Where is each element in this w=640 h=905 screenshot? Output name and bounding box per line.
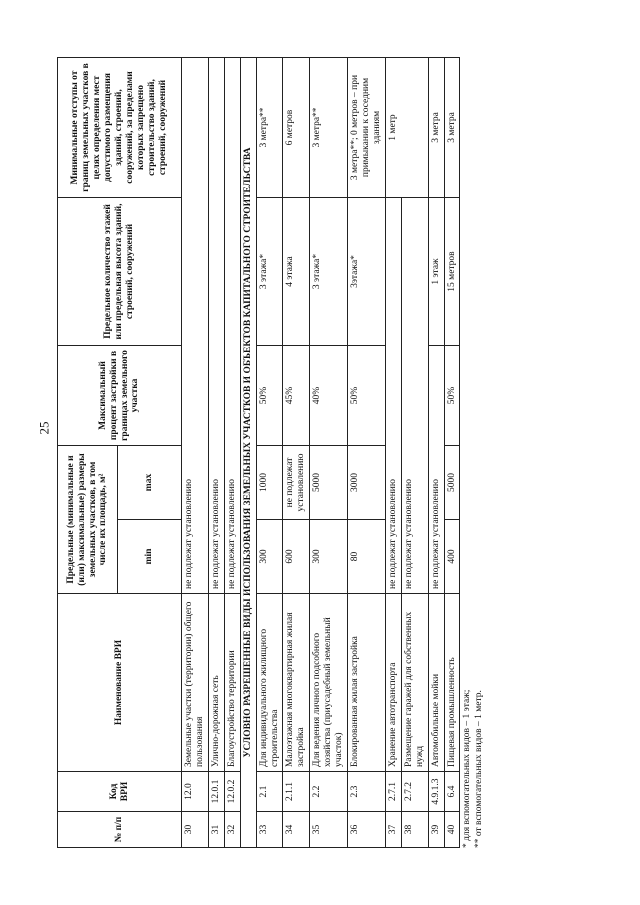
row-merged-value: не подлежат установлению xyxy=(428,346,444,594)
footnote: * для вспомогательных видов – 1 этаж; xyxy=(462,689,473,848)
row-code: 4.9.1.3 xyxy=(428,772,444,812)
row-setback: 3 метра** xyxy=(310,58,348,198)
row-code: 2.1 xyxy=(256,772,283,812)
table-row xyxy=(385,58,401,848)
row-name: Земельные участки (территории) общего пользования xyxy=(182,594,209,772)
header-floors: Предельное количество этажей или предельная высота зданий, строений, сооружений xyxy=(58,198,182,346)
row-name: Благоустройство территории xyxy=(224,594,240,772)
row-code: 6.4 xyxy=(444,772,460,812)
header-max: max xyxy=(118,446,182,520)
table-row xyxy=(208,58,224,848)
row-code: 12.0.2 xyxy=(224,772,240,812)
table-row xyxy=(310,58,348,848)
row-name: Малоэтажная многоквартирная жилая застройка xyxy=(283,594,310,772)
row-code: 12.0 xyxy=(182,772,209,812)
row-code: 2.2 xyxy=(310,772,348,812)
row-floors: 3этажа* xyxy=(348,198,386,346)
section-row xyxy=(240,58,256,848)
row-name: Размещение гаражей для собственных нужд xyxy=(401,594,428,772)
row-code: 2.7.1 xyxy=(385,772,401,812)
row-name: Улично-дорожная сеть xyxy=(208,594,224,772)
row-merged-value: не подлежат установлению xyxy=(208,58,224,594)
header-code: Код ВРИ xyxy=(58,772,182,812)
row-num: 40 xyxy=(444,812,460,848)
row-percent: 50% xyxy=(444,346,460,446)
header-num: № п/п xyxy=(58,812,182,848)
row-min: 300 xyxy=(310,520,348,594)
row-num: 34 xyxy=(283,812,310,848)
row-merged-value: не подлежат установлению xyxy=(401,198,428,594)
row-merged-value: не подлежат установлению xyxy=(385,198,401,594)
row-min: 300 xyxy=(256,520,283,594)
row-setback: 3 метра xyxy=(444,58,460,198)
zoning-table xyxy=(57,57,460,848)
row-max: 5000 xyxy=(444,446,460,520)
table-row xyxy=(224,58,240,848)
header-name: Наименование ВРИ xyxy=(58,594,182,772)
row-min: 80 xyxy=(348,520,386,594)
row-setback: 3 метра xyxy=(428,58,444,198)
footnote: ** от вспомогательных видов – 1 метр. xyxy=(473,690,484,848)
row-code: 2.3 xyxy=(348,772,386,812)
row-name: Блокированная жилая застройка xyxy=(348,594,386,772)
row-name: Для ведения личного подсобного хозяйства (приусадебный земельный участок) xyxy=(310,594,348,772)
row-max: 1000 xyxy=(256,446,283,520)
row-floors: 3 этажа* xyxy=(256,198,283,346)
table-row xyxy=(182,58,209,848)
row-max: 5000 xyxy=(310,446,348,520)
row-code: 2.7.2 xyxy=(401,772,428,812)
row-code: 2.1.1 xyxy=(283,772,310,812)
header-setbacks: Минимальные отступы от границ земельных участков в целях определения мест допустимого размещения зданий, строений, сооружений, за пределами которых запрещено строительство зданий, строений, сооружений xyxy=(58,58,182,198)
row-num: 38 xyxy=(401,812,428,848)
footnotes xyxy=(462,58,485,848)
row-num: 35 xyxy=(310,812,348,848)
table-row xyxy=(256,58,283,848)
section-title: УСЛОВНО РАЗРЕШЕННЫЕ ВИДЫ ИСПОЛЬЗОВАНИЯ ЗЕМЕЛЬНЫХ УЧАСТКОВ И ОБЪЕКТОВ КАПИТАЛЬНОГО СТРОИТЕЛЬСТВА xyxy=(240,58,256,848)
table-row xyxy=(428,58,444,848)
row-num: 32 xyxy=(224,812,240,848)
row-max: 3000 xyxy=(348,446,386,520)
row-setback: 1 метр xyxy=(385,58,428,198)
row-num: 30 xyxy=(182,812,209,848)
row-percent: 40% xyxy=(310,346,348,446)
table-row xyxy=(348,58,386,848)
header-area: Предельные (минимальные и (или) максимальные) размеры земельных участков, в том числе их площадь, м² xyxy=(58,446,118,594)
header-min: min xyxy=(118,520,182,594)
header-percent: Максимальный процент застройки в границах земельного участка xyxy=(58,346,182,446)
row-name: Хранение автотранспорта xyxy=(385,594,401,772)
row-code: 12.0.1 xyxy=(208,772,224,812)
row-name: Пищевая промышленность xyxy=(444,594,460,772)
row-percent: 50% xyxy=(348,346,386,446)
row-num: 36 xyxy=(348,812,386,848)
row-floors: 3 этажа* xyxy=(310,198,348,346)
row-name: Автомобильные мойки xyxy=(428,594,444,772)
row-percent: 45% xyxy=(283,346,310,446)
row-num: 31 xyxy=(208,812,224,848)
row-setback: 3 метра**; 0 метров – при примыкании к соседним зданиям xyxy=(348,58,386,198)
row-floors: 4 этажа xyxy=(283,198,310,346)
row-min: 400 xyxy=(444,520,460,594)
row-merged-value: не подлежат установлению xyxy=(182,58,209,594)
row-floors: 1 этаж xyxy=(428,198,444,346)
row-name: Для индивидуального жилищного строительства xyxy=(256,594,283,772)
row-percent: 50% xyxy=(256,346,283,446)
page-number: 25 xyxy=(36,421,52,435)
row-setback: 3 метра** xyxy=(256,58,283,198)
table-row xyxy=(444,58,460,848)
row-merged-value: не подлежат установлению xyxy=(224,58,240,594)
rotated-table-container xyxy=(57,58,597,848)
row-max: не подлежат установлению xyxy=(283,446,310,520)
row-num: 33 xyxy=(256,812,283,848)
row-num: 39 xyxy=(428,812,444,848)
row-floors: 15 метров xyxy=(444,198,460,346)
table-row xyxy=(283,58,310,848)
row-num: 37 xyxy=(385,812,401,848)
row-min: 600 xyxy=(283,520,310,594)
row-setback: 6 метров xyxy=(283,58,310,198)
